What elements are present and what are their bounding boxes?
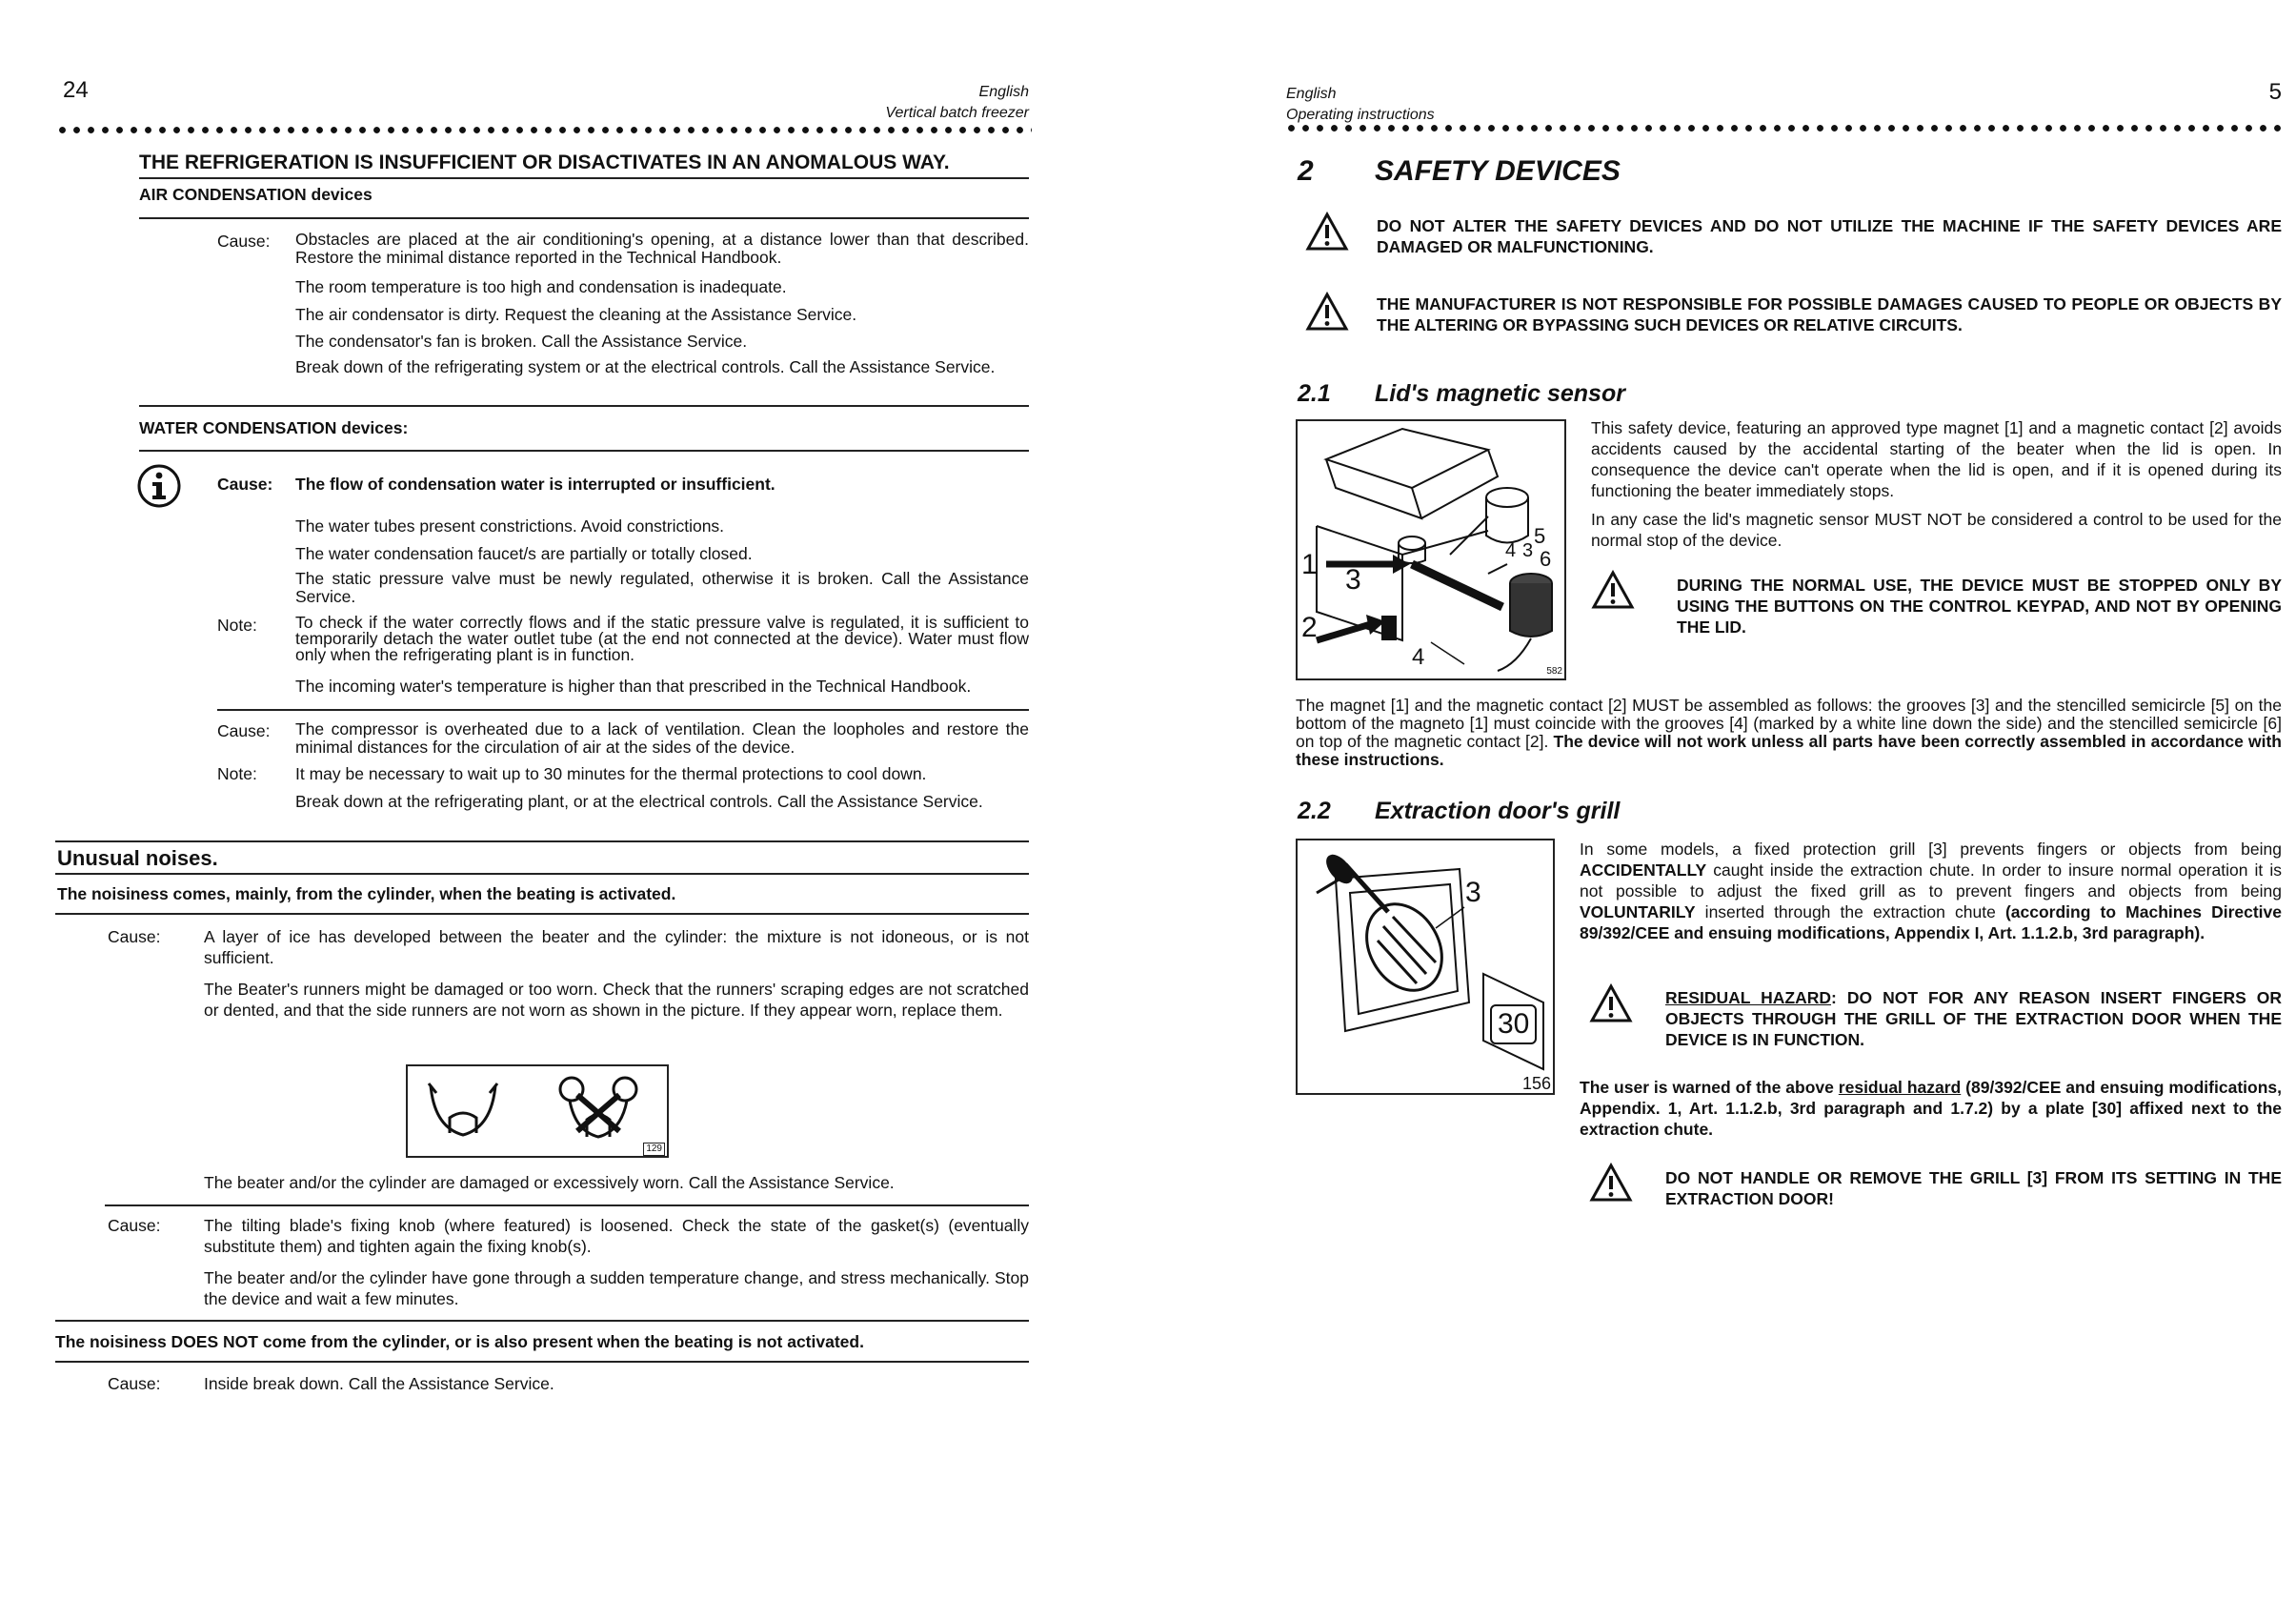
air-cause-1: Obstacles are placed at the air conditioning's opening, at a distance lower than that described. Restore the minimal distance reported in the Technical Handbook. (295, 230, 1029, 267)
fig2-plate-30: 30 (1490, 1004, 1537, 1044)
water-item-2: The water condensation faucet/s are partially or totally closed. (295, 544, 753, 563)
residual-hazard-warning (1665, 987, 2282, 1050)
air-cause-2: The room temperature is too high and condensation is inadequate. (295, 277, 787, 296)
cause-label: Cause: (217, 232, 271, 251)
user-warned-link: residual hazard (1838, 1078, 1962, 1097)
divider (217, 709, 1029, 711)
user-warned-paragraph (1580, 1077, 2282, 1140)
sub2-title: Extraction door's grill (1375, 798, 1621, 824)
comp-last: Break down at the refrigerating plant, or at the electrical controls. Call the Assistance Service. (295, 792, 983, 811)
runner-figure (406, 1064, 669, 1158)
noises-cause-1c: The beater and/or the cylinder are damaged or excessively worn. Call the Assistance Service. (204, 1173, 895, 1192)
fig1-number: 582 (1546, 666, 1562, 677)
runner-ok-icon (425, 1080, 501, 1144)
divider (139, 177, 1029, 179)
sub1-paragraph-1: This safety device, featuring an approved type magnet [1] and a magnetic contact [2] avoids accidents caused by the accidental starting of the beater when the lid is open. In consequence the device can't operate when the lid is open, and if it is opened during its functioning the beater immediately stops. (1591, 418, 2282, 500)
extraction-grill-figure (1296, 839, 1555, 1095)
sub2-paragraph-1 (1580, 839, 2282, 943)
left-page (0, 0, 1143, 1599)
warning-icon (1589, 983, 1633, 1023)
divider (55, 1361, 1029, 1363)
fig1-label-6: 6 (1540, 547, 1552, 571)
sub1-paragraph-2: In any case the lid's magnetic sensor MUST NOT be considered a control to be used for the normal stop of the device. (1591, 510, 2282, 550)
divider (55, 840, 1029, 842)
grill-diagram (1298, 840, 1553, 1093)
water-cause-main: The flow of condensation water is interrupted or insufficient. (295, 475, 775, 494)
user-warned-a: The user is warned of the above (1580, 1078, 1839, 1097)
fig1-label-3b: 3 (1522, 540, 1534, 561)
left-page-number: 24 (63, 77, 89, 103)
water-item-1: The water tubes present constrictions. Avoid constrictions. (295, 516, 725, 536)
runner-figure-number: 129 (643, 1143, 665, 1156)
noises-cause-label: Cause: (108, 927, 161, 946)
right-header-dots (1284, 124, 2285, 132)
left-header-dots (55, 126, 1032, 134)
warning-1: DO NOT ALTER THE SAFETY DEVICES AND DO NOT UTILIZE THE MACHINE IF THE SAFETY DEVICES ARE DAMAGED OR MALFUNCTIONING. (1377, 216, 2282, 256)
section-title: SAFETY DEVICES (1375, 155, 1621, 187)
fig1-label-3: 3 (1345, 564, 1361, 596)
water-item-3: The static pressure valve must be newly regulated, otherwise it is broken. Call the Assistance Service. (295, 569, 1029, 606)
noises-cause2-label: Cause: (108, 1216, 161, 1235)
left-header-lang: English (978, 84, 1029, 100)
warning-icon (1589, 1163, 1633, 1203)
divider (139, 217, 1029, 219)
warning-icon (1591, 570, 1635, 610)
warning-icon (1305, 212, 1349, 252)
residual-hazard-label: RESIDUAL HAZARD (1665, 988, 1832, 1007)
sub2-p1-b: ACCIDENTALLY (1580, 860, 1707, 880)
sub2-p1-e: inserted through the extraction chute (1695, 902, 2005, 921)
sub1-title: Lid's magnetic sensor (1375, 380, 1625, 407)
left-header-title: Vertical batch freezer (885, 105, 1029, 121)
right-header-lang: English (1286, 86, 1337, 102)
sub1-p3-bold: The device will not work unless all parts have been correctly assembled in accordance with these instructions. (1296, 732, 2282, 769)
sub2-number: 2.2 (1298, 798, 1331, 824)
residual-hazard-text: : DO NOT FOR ANY REASON INSERT FINGERS OR OBJECTS THROUGH THE GRILL OF THE EXTRACTION DOOR WHEN THE DEVICE IS IN FUNCTION. (1665, 988, 2282, 1049)
right-page-number: 5 (2268, 79, 2282, 105)
sub1-warning: DURING THE NORMAL USE, THE DEVICE MUST BE STOPPED ONLY BY USING THE BUTTONS ON THE CONTROL KEYPAD, AND NOT BY OPENING THE LID. (1677, 576, 2282, 637)
user-warned-b: (89/392/CEE and ensuing modifications, Appendix. 1, Art. 1.1.2.b, 3rd paragraph and 1.7.2) by a plate [30] affixed next to the extraction chute. (1580, 1078, 2282, 1139)
divider (55, 913, 1029, 915)
divider (139, 405, 1029, 407)
fig2-label-3: 3 (1465, 877, 1481, 908)
final-warning: DO NOT HANDLE OR REMOVE THE GRILL [3] FROM ITS SETTING IN THE EXTRACTION DOOR! (1665, 1168, 2282, 1208)
sub2-p1-d: VOLUNTARILY (1580, 902, 1696, 921)
comp-note-label: Note: (217, 764, 257, 783)
warning-icon (1305, 292, 1349, 332)
noises-cause-1: A layer of ice has developed between the beater and the cylinder: the mixture is not idoneous, or is not sufficient. (204, 927, 1029, 967)
water-note: To check if the water correctly flows and if the static pressure valve is regulated, it is sufficient to temporarily detach the water outlet tube (at the end not connected at the device). Water must flow only when the refrigerating plant is in function. (295, 613, 1029, 664)
sub1-paragraph-3 (1296, 697, 2282, 769)
section-number: 2 (1298, 155, 1314, 187)
divider (105, 1204, 1029, 1206)
air-cause-3: The air condensator is dirty. Request the cleaning at the Assistance Service. (295, 305, 857, 324)
noises-sub1: The noisiness comes, mainly, from the cylinder, when the beating is activated. (57, 884, 676, 903)
fig1-label-4: 4 (1412, 644, 1425, 670)
refrigeration-title: THE REFRIGERATION IS INSUFFICIENT OR DISACTIVATES IN AN ANOMALOUS WAY. (139, 152, 950, 173)
runner-worn-icon (551, 1072, 646, 1148)
air-heading: AIR CONDENSATION devices (139, 185, 373, 204)
noises-cause-2: The tilting blade's fixing knob (where featured) is loosened. Check the state of the gasket(s) (eventually substitute them) and tighten again the fixing knob(s). (204, 1216, 1029, 1256)
noises-title: Unusual noises. (57, 846, 218, 870)
water-heading: WATER CONDENSATION devices: (139, 418, 409, 437)
noises-sub2: The noisiness DOES NOT come from the cylinder, or is also present when the beating is not activated. (55, 1332, 864, 1351)
sub2-p1-c: caught inside the extraction chute. In order to insure normal operation it is not possible to adjust the fixed grill as to prevent fingers and objects from being (1580, 860, 2282, 901)
air-cause-4: The condensator's fan is broken. Call the Assistance Service. (295, 332, 748, 351)
noises-cause-2b: The beater and/or the cylinder have gone through a sudden temperature change, and stress mechanically. Stop the device and wait a few minutes. (204, 1268, 1029, 1308)
divider (139, 450, 1029, 452)
divider (55, 873, 1029, 875)
comp-cause: The compressor is overheated due to a lack of ventilation. Clean the loopholes and restore the minimal distances for the circulation of air at the sides of the device. (295, 719, 1029, 757)
sub2-p1-f: (according to Machines Directive 89/392/CEE and ensuing modifications, Appendix I, Art. 1.1.2.b, 3rd paragraph). (1580, 902, 2282, 942)
sub1-number: 2.1 (1298, 380, 1331, 407)
right-page (1143, 0, 2296, 1599)
noises-cause3-label: Cause: (108, 1374, 161, 1393)
sub1-p3-text: The magnet [1] and the magnetic contact [2] MUST be assembled as follows: the grooves [3] and the stencilled semicircle [5] on the bottom of the magneto [1] must coincide with the grooves [4] (marked by a white line down the side) and the stencilled semicircle [6] on top of the magnetic contact [2]. (1296, 696, 2282, 751)
air-cause-5: Break down of the refrigerating system or at the electrical controls. Call the Assistance Service. (295, 357, 996, 376)
comp-note: It may be necessary to wait up to 30 minutes for the thermal protections to cool down. (295, 764, 927, 783)
info-icon (135, 462, 183, 510)
fig1-label-2: 2 (1301, 612, 1318, 643)
right-header-title: Operating instructions (1286, 107, 1435, 123)
divider (55, 1320, 1029, 1322)
comp-cause-label: Cause: (217, 721, 271, 740)
warning-2: THE MANUFACTURER IS NOT RESPONSIBLE FOR POSSIBLE DAMAGES CAUSED TO PEOPLE OR OBJECTS BY THE ALTERING OR BYPASSING SUCH DEVICES OR RELATIVE CIRCUITS. (1377, 294, 2282, 334)
fig1-label-4b: 4 (1505, 540, 1517, 561)
fig1-label-1: 1 (1301, 549, 1318, 580)
sub2-p1-a: In some models, a fixed protection grill [3] prevents fingers or objects from being (1580, 840, 2282, 859)
noises-cause-3: Inside break down. Call the Assistance Service. (204, 1374, 554, 1393)
water-item-4: The incoming water's temperature is higher than that prescribed in the Technical Handbook. (295, 677, 972, 696)
fig1-label-5: 5 (1534, 524, 1546, 548)
water-cause-label: Cause: (217, 475, 273, 494)
note-label: Note: (217, 616, 257, 635)
noises-cause-1b: The Beater's runners might be damaged or too worn. Check that the runners' scraping edges are not scratched or dented, and that the side runners are not worn as shown in the picture. If they appear worn, replace them. (204, 980, 1029, 1020)
magnetic-sensor-figure (1296, 419, 1566, 680)
fig2-number: 156 (1521, 1074, 1551, 1093)
